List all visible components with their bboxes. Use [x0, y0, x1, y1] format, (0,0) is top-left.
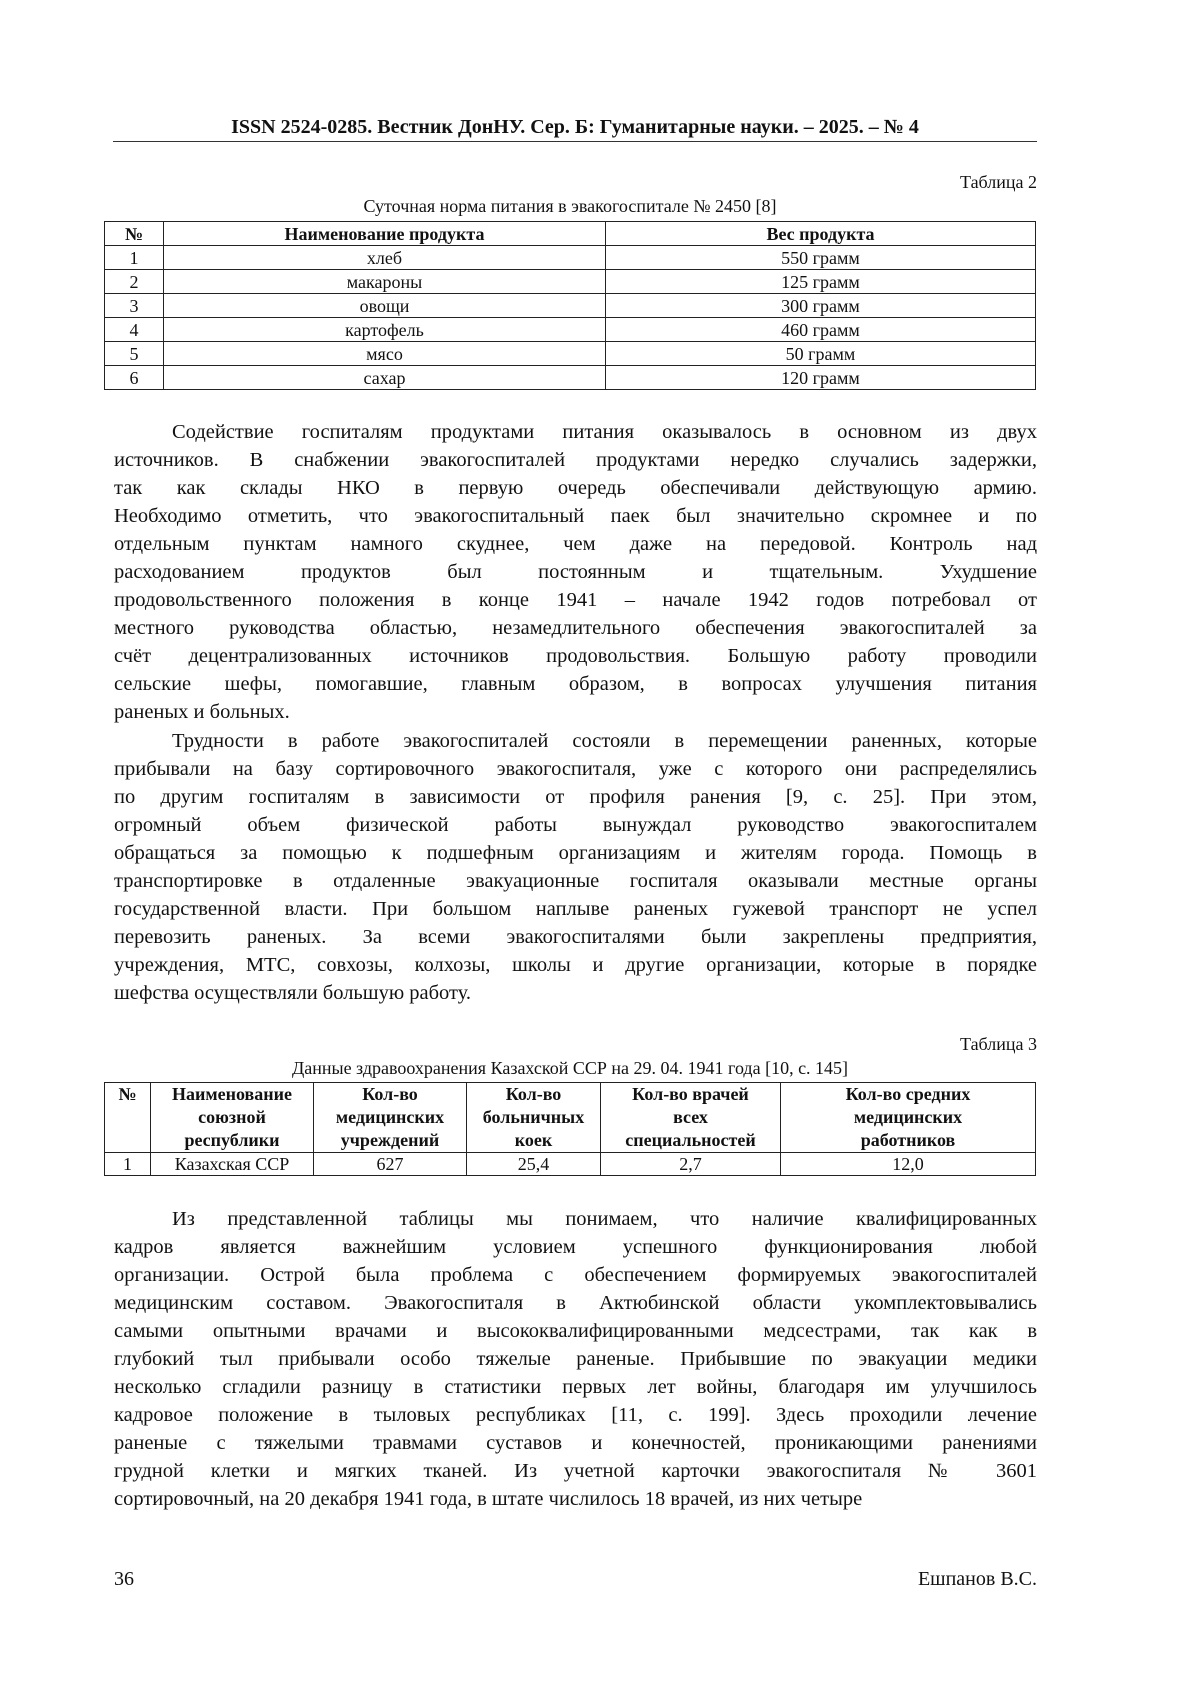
table-cell: 25,4	[467, 1153, 601, 1176]
table-cell: сахар	[164, 366, 606, 390]
table-row	[105, 366, 1036, 390]
text-line: отдельным пунктам намного скуднее, чем даже на передовой. Контроль над	[114, 533, 1037, 555]
table-cell: 460 грамм	[606, 318, 1036, 342]
header-line: больничных	[482, 1107, 585, 1127]
text-line: Из представленной таблицы мы понимаем, что наличие квалифицированных	[172, 1208, 1037, 1230]
table3-caption: Данные здравоохранения Казахской ССР на 29. 04. 1941 года [10, с. 145]	[291, 1058, 849, 1078]
text-line: учреждения, МТС, совхозы, колхозы, школы и другие организации, которые в порядке	[114, 954, 1037, 976]
text-line: по другим госпиталям в зависимости от профиля ранения [9, с. 25]. При этом,	[114, 786, 1037, 808]
text-line: раненые с тяжелыми травмами суставов и конечностей, проникающими ранениями	[114, 1432, 1037, 1454]
text-line: сортировочный, на 20 декабря 1941 года, в штате числилось 18 врачей, из них четыре	[114, 1488, 863, 1510]
header-line: Кол-во	[362, 1084, 418, 1104]
header-line: специальностей	[625, 1130, 756, 1150]
table2-label: Таблица 2	[960, 172, 1037, 192]
header-line: медицинских	[853, 1107, 963, 1127]
text-line: Необходимо отметить, что эвакогоспитальный паек был значительно скромнее и по	[114, 505, 1037, 527]
table-cell: 12,0	[781, 1153, 1036, 1176]
table-cell: мясо	[164, 342, 606, 366]
table-row	[105, 342, 1036, 366]
text-line: кадров является важнейшим условием успешного функционирования любой	[114, 1236, 1037, 1258]
table-header-row	[105, 222, 1036, 246]
table-cell: картофель	[164, 318, 606, 342]
header-line: учреждений	[340, 1130, 440, 1150]
text-line: расходованием продуктов был постоянным и тщательным. Ухудшение	[114, 561, 1037, 583]
table-cell: 550 грамм	[606, 246, 1036, 270]
text-line: несколько сгладили разницу в статистики первых лет войны, благодаря им улучшилось	[114, 1376, 1037, 1398]
table-row	[105, 1153, 1036, 1176]
text-line: грудной клетки и мягких тканей. Из учетной карточки эвакогоспиталя № 3601	[114, 1460, 1037, 1482]
header-line: республики	[184, 1130, 280, 1150]
text-line: шефства осуществляли большую работу.	[114, 982, 472, 1004]
text-line: самыми опытными врачами и высококвалифицированными медсестрами, так как в	[114, 1320, 1037, 1342]
header-line: коек	[514, 1130, 553, 1150]
table-cell: 1	[105, 246, 164, 270]
table2-food-norms	[104, 221, 1036, 390]
text-line: счёт децентрализованных источников продовольствия. Большую работу проводили	[114, 645, 1037, 667]
table-cell: овощи	[164, 294, 606, 318]
header-cell	[151, 1083, 314, 1153]
header-cell	[781, 1083, 1036, 1153]
header-cell	[601, 1083, 781, 1153]
table-row	[105, 318, 1036, 342]
table2-caption: Суточная норма питания в эвакогоспитале № 2450 [8]	[363, 196, 777, 216]
table-cell: 5	[105, 342, 164, 366]
table-cell: 1	[105, 1153, 151, 1176]
table3-healthcare-data	[104, 1082, 1036, 1176]
page-number: 36	[114, 1568, 134, 1590]
header-cell	[105, 1083, 151, 1153]
table-cell: 3	[105, 294, 164, 318]
header-cell: №	[105, 222, 164, 246]
header-line: Кол-во средних	[845, 1084, 971, 1104]
text-line: местного руководства областью, незамедлительного обеспечения эвакогоспиталей за	[114, 617, 1037, 639]
footer-author: Ешпанов В.С.	[917, 1568, 1037, 1590]
table-row	[105, 246, 1036, 270]
header-cell	[314, 1083, 467, 1153]
text-line: продовольственного положения в конце 1941 – начале 1942 годов потребовал от	[114, 589, 1037, 611]
header-cell: Вес продукта	[606, 222, 1036, 246]
header-line: союзной	[198, 1107, 266, 1127]
journal-header: ISSN 2524-0285. Вестник ДонНУ. Сер. Б: Гуманитарные науки. – 2025. – № 4	[231, 116, 919, 138]
text-line: глубокий тыл прибывали особо тяжелые раненые. Прибывшие по эвакуации медики	[114, 1348, 1037, 1370]
table-cell: 6	[105, 366, 164, 390]
text-line: Содействие госпиталям продуктами питания оказывалось в основном из двух	[172, 421, 1037, 443]
paragraph-2	[114, 727, 1037, 1007]
text-line: государственной власти. При большом наплыве раненых гужевой транспорт не успел	[114, 898, 1037, 920]
table-cell: макароны	[164, 270, 606, 294]
table-cell: 2,7	[601, 1153, 781, 1176]
header-line: медицинских	[335, 1107, 445, 1127]
text-line: Трудности в работе эвакогоспиталей состояли в перемещении раненных, которые	[172, 730, 1037, 752]
text-line: источников. В снабжении эвакогоспиталей продуктами нередко случались задержки,	[114, 449, 1037, 471]
table-cell: 300 грамм	[606, 294, 1036, 318]
table-row	[105, 294, 1036, 318]
text-line: сельские шефы, помогавшие, главным образом, в вопросах улучшения питания	[114, 673, 1037, 695]
header-line: Кол-во	[505, 1084, 562, 1104]
header-line: Наименование	[172, 1084, 292, 1104]
table-cell: хлеб	[164, 246, 606, 270]
text-line: обращаться за помощью к подшефным организациям и жителям города. Помощь в	[114, 842, 1037, 864]
table3-label: Таблица 3	[960, 1034, 1037, 1054]
text-line: организации. Острой была проблема с обеспечением формируемых эвакогоспиталей	[114, 1264, 1037, 1286]
header-divider	[113, 141, 1037, 142]
text-line: кадровое положение в тыловых республиках [11, с. 199]. Здесь проходили лечение	[114, 1404, 1037, 1426]
paragraph-3	[114, 1205, 1037, 1513]
table-header-row	[105, 1083, 1036, 1153]
text-line: медицинским составом. Эвакогоспиталя в Актюбинской области укомплектовывались	[114, 1292, 1037, 1314]
text-line: прибывали на базу сортировочного эвакогоспиталя, уже с которого они распределялись	[114, 758, 1037, 780]
text-line: перевозить раненых. За всеми эвакогоспиталями были закреплены предприятия,	[114, 926, 1037, 948]
header-cell: Наименование продукта	[164, 222, 606, 246]
text-line: так как склады НКО в первую очередь обеспечивали действующую армию.	[114, 477, 1037, 499]
table-cell: Казахская ССР	[151, 1153, 314, 1176]
header-cell	[467, 1083, 601, 1153]
header-line: работников	[860, 1130, 956, 1150]
header-line: №	[118, 1084, 137, 1104]
table-cell: 120 грамм	[606, 366, 1036, 390]
table-cell: 125 грамм	[606, 270, 1036, 294]
table-cell: 50 грамм	[606, 342, 1036, 366]
paragraph-1	[114, 418, 1037, 726]
header-line: всех	[673, 1107, 708, 1127]
table-cell: 2	[105, 270, 164, 294]
table-cell: 4	[105, 318, 164, 342]
text-line: раненых и больных.	[114, 701, 290, 723]
header-line: Кол-во врачей	[632, 1084, 749, 1104]
table-cell: 627	[314, 1153, 467, 1176]
text-line: огромный объем физической работы вынуждал руководство эвакогоспиталем	[114, 814, 1037, 836]
table-row	[105, 270, 1036, 294]
text-line: транспортировке в отдаленные эвакуационные госпиталя оказывали местные органы	[114, 870, 1037, 892]
